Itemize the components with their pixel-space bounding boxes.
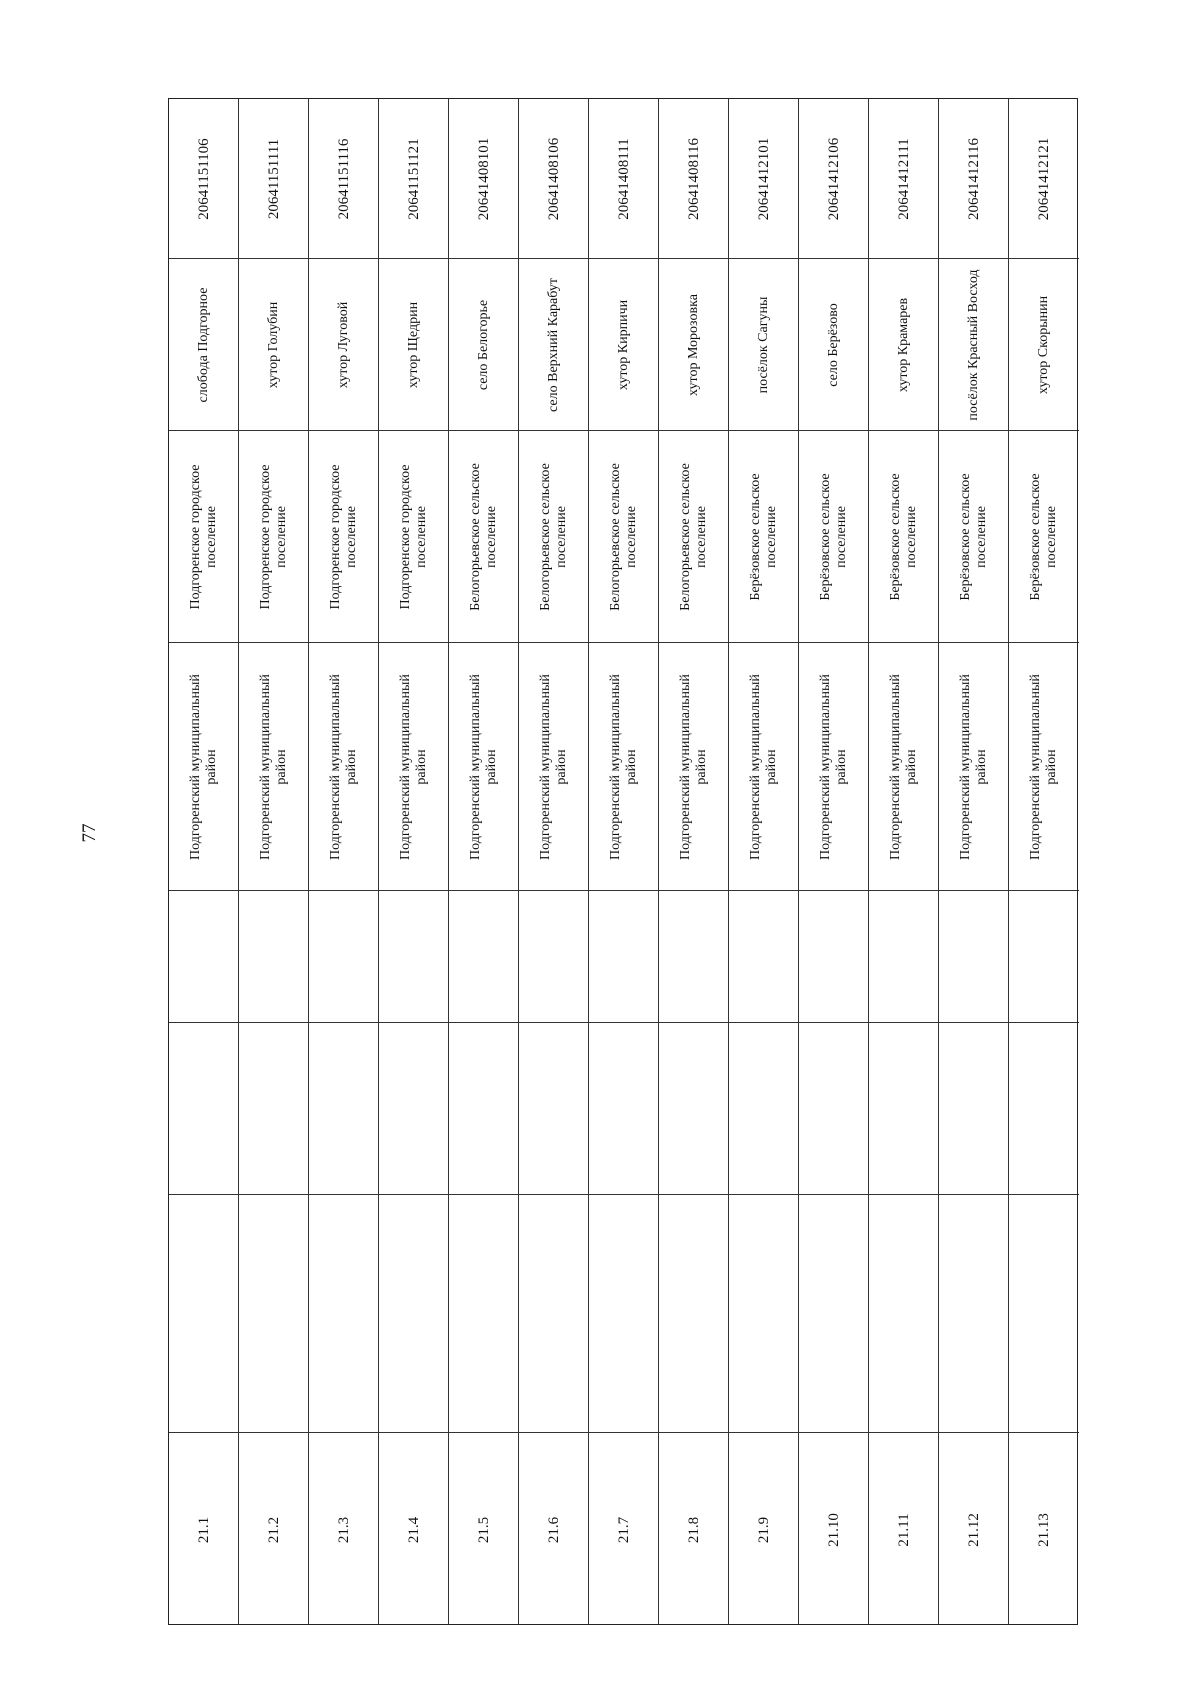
municipality-cell <box>729 431 798 643</box>
empty-cell <box>659 891 728 1023</box>
code-cell <box>449 99 518 259</box>
municipality-cell <box>239 431 308 643</box>
settlement-text: хутор Луговой <box>335 301 351 388</box>
row-number-cell <box>869 1433 938 1626</box>
empty-cell <box>659 1195 728 1433</box>
district-cell <box>449 643 518 891</box>
empty-cell <box>939 1023 1008 1195</box>
table-row <box>869 99 939 1624</box>
district-text: Подгоренский муниципальный район <box>1028 673 1059 860</box>
settlement-text: хутор Скорынин <box>1036 295 1051 394</box>
district-text: Подгоренский муниципальный район <box>187 673 219 860</box>
row-number-cell <box>169 1433 238 1626</box>
district-text: Подгоренский муниципальный район <box>677 673 709 860</box>
row-number-cell <box>799 1433 868 1626</box>
municipality-text: Подгоренское городское поселение <box>257 464 289 609</box>
code-text: 20641408101 <box>475 137 492 220</box>
code-cell <box>729 99 798 259</box>
district-cell <box>1009 643 1079 891</box>
empty-cell <box>309 1023 378 1195</box>
settlement-cell <box>309 259 378 431</box>
empty-cell <box>169 1023 238 1195</box>
district-cell <box>239 643 308 891</box>
row-number-cell <box>659 1433 728 1626</box>
row-number-cell <box>309 1433 378 1626</box>
municipality-text: Белогорьевское сельское поселение <box>607 462 639 611</box>
row-number-cell <box>589 1433 658 1626</box>
code-cell <box>1009 99 1079 259</box>
table-row <box>239 99 309 1624</box>
settlement-cell <box>939 259 1008 431</box>
table-row <box>939 99 1009 1624</box>
municipality-cell <box>379 431 448 643</box>
code-text: 20641408111 <box>615 137 632 220</box>
empty-cell <box>239 1195 308 1433</box>
municipality-text: Берёзовское сельское поселение <box>887 472 919 601</box>
code-text: 20641151111 <box>265 138 282 219</box>
settlement-cell <box>379 259 448 431</box>
municipality-text: Берёзовское сельское поселение <box>957 472 989 601</box>
district-text: Подгоренский муниципальный район <box>397 673 429 860</box>
empty-cell <box>169 1195 238 1433</box>
municipality-text: Берёзовское сельское поселение <box>747 472 779 601</box>
empty-cell <box>659 1023 728 1195</box>
row-number-text: 21.6 <box>545 1516 562 1543</box>
empty-cell <box>589 1195 658 1433</box>
empty-cell <box>589 1023 658 1195</box>
municipality-cell <box>659 431 728 643</box>
district-text: Подгоренский муниципальный район <box>957 673 989 860</box>
district-cell <box>869 643 938 891</box>
settlement-text: хутор Голубин <box>265 301 281 388</box>
settlement-text: слобода Подгорное <box>195 287 211 402</box>
table-row <box>729 99 799 1624</box>
settlement-text: посёлок Сагуны <box>755 296 771 393</box>
code-cell <box>239 99 308 259</box>
empty-cell <box>729 891 798 1023</box>
row-number-text: 21.11 <box>895 1512 912 1547</box>
empty-cell <box>1009 1023 1079 1195</box>
settlement-text: хутор Кирпичи <box>615 299 631 390</box>
row-number-text: 21.5 <box>475 1516 492 1543</box>
settlement-cell <box>589 259 658 431</box>
municipality-cell <box>519 431 588 643</box>
settlement-text: село Белогорье <box>475 299 491 390</box>
municipality-text: Берёзовское сельское поселение <box>1028 472 1059 601</box>
row-number-text: 21.12 <box>965 1512 982 1547</box>
code-cell <box>519 99 588 259</box>
settlement-text: посёлок Красный Восход <box>965 268 981 421</box>
district-cell <box>379 643 448 891</box>
empty-cell <box>239 1023 308 1195</box>
row-number-text: 21.1 <box>195 1516 212 1543</box>
empty-cell <box>519 1023 588 1195</box>
empty-cell <box>729 1195 798 1433</box>
table-row <box>1009 99 1079 1624</box>
settlement-text: хутор Щедрин <box>405 301 421 388</box>
municipality-text: Белогорьевское сельское поселение <box>467 462 499 611</box>
district-cell <box>799 643 868 891</box>
settlement-cell <box>169 259 238 431</box>
municipality-cell <box>1009 431 1079 643</box>
empty-cell <box>309 891 378 1023</box>
code-cell <box>379 99 448 259</box>
empty-cell <box>799 1195 868 1433</box>
code-text: 20641412116 <box>965 137 982 220</box>
empty-cell <box>1009 1195 1079 1433</box>
row-number-text: 21.4 <box>405 1516 422 1543</box>
municipality-text: Подгоренское городское поселение <box>187 464 219 609</box>
district-text: Подгоренский муниципальный район <box>467 673 499 860</box>
code-text: 20641408116 <box>685 137 702 220</box>
district-cell <box>939 643 1008 891</box>
code-cell <box>799 99 868 259</box>
row-number-cell <box>1009 1433 1079 1626</box>
row-number-cell <box>729 1433 798 1626</box>
municipality-cell <box>589 431 658 643</box>
empty-cell <box>729 1023 798 1195</box>
row-number-cell <box>449 1433 518 1626</box>
empty-cell <box>799 1023 868 1195</box>
code-text: 20641412111 <box>895 137 912 220</box>
empty-cell <box>519 1195 588 1433</box>
empty-cell <box>309 1195 378 1433</box>
table-row <box>519 99 589 1624</box>
municipality-text: Подгоренское городское поселение <box>327 464 359 609</box>
empty-cell <box>939 891 1008 1023</box>
empty-cell <box>169 891 238 1023</box>
code-cell <box>589 99 658 259</box>
row-number-cell <box>239 1433 308 1626</box>
settlement-text: село Верхний Карабут <box>545 277 561 412</box>
row-number-cell <box>939 1433 1008 1626</box>
empty-cell <box>1009 891 1079 1023</box>
district-text: Подгоренский муниципальный район <box>747 673 779 860</box>
empty-cell <box>519 891 588 1023</box>
district-cell <box>169 643 238 891</box>
settlement-cell <box>799 259 868 431</box>
table-row <box>379 99 449 1624</box>
settlement-text: село Берёзово <box>825 302 841 387</box>
district-text: Подгоренский муниципальный район <box>257 673 289 860</box>
row-number-text: 21.7 <box>615 1516 632 1543</box>
municipality-text: Берёзовское сельское поселение <box>817 472 849 601</box>
code-text: 20641408106 <box>545 137 562 220</box>
municipality-cell <box>169 431 238 643</box>
row-number-text: 21.13 <box>1036 1512 1052 1547</box>
district-text: Подгоренский муниципальный район <box>887 673 919 860</box>
code-cell <box>169 99 238 259</box>
municipality-cell <box>799 431 868 643</box>
district-cell <box>519 643 588 891</box>
row-number-cell <box>379 1433 448 1626</box>
empty-cell <box>869 1023 938 1195</box>
municipality-cell <box>939 431 1008 643</box>
table-row <box>659 99 729 1624</box>
code-text: 20641412121 <box>1036 137 1052 220</box>
district-text: Подгоренский муниципальный район <box>537 673 569 860</box>
code-text: 20641412101 <box>755 137 772 220</box>
district-text: Подгоренский муниципальный район <box>327 673 359 860</box>
municipality-cell <box>449 431 518 643</box>
settlement-text: хутор Крамарев <box>895 297 911 392</box>
municipality-text: Подгоренское городское поселение <box>397 464 429 609</box>
table-row <box>309 99 379 1624</box>
empty-cell <box>379 891 448 1023</box>
empty-cell <box>799 891 868 1023</box>
municipality-text: Белогорьевское сельское поселение <box>677 462 709 611</box>
empty-cell <box>449 1023 518 1195</box>
code-text: 20641412106 <box>825 137 842 220</box>
district-cell <box>729 643 798 891</box>
empty-cell <box>939 1195 1008 1433</box>
empty-cell <box>379 1023 448 1195</box>
settlement-cell <box>519 259 588 431</box>
municipality-text: Белогорьевское сельское поселение <box>537 462 569 611</box>
district-text: Подгоренский муниципальный район <box>607 673 639 860</box>
empty-cell <box>589 891 658 1023</box>
row-number-text: 21.10 <box>825 1512 842 1547</box>
code-text: 20641151106 <box>195 137 212 220</box>
settlement-cell <box>659 259 728 431</box>
code-cell <box>659 99 728 259</box>
code-cell <box>869 99 938 259</box>
table-row <box>799 99 869 1624</box>
settlement-cell <box>1009 259 1079 431</box>
row-number-text: 21.3 <box>335 1516 352 1543</box>
data-table <box>168 98 1078 1625</box>
row-number-cell <box>519 1433 588 1626</box>
row-number-text: 21.2 <box>265 1516 282 1543</box>
district-cell <box>589 643 658 891</box>
code-cell <box>939 99 1008 259</box>
empty-cell <box>239 891 308 1023</box>
page-number: 77 <box>79 823 100 843</box>
empty-cell <box>869 1195 938 1433</box>
empty-cell <box>379 1195 448 1433</box>
code-text: 20641151116 <box>335 138 352 219</box>
settlement-cell <box>239 259 308 431</box>
settlement-cell <box>449 259 518 431</box>
empty-cell <box>449 891 518 1023</box>
empty-cell <box>869 891 938 1023</box>
municipality-cell <box>309 431 378 643</box>
settlement-cell <box>869 259 938 431</box>
settlement-text: хутор Морозовка <box>685 293 701 396</box>
empty-cell <box>449 1195 518 1433</box>
district-cell <box>659 643 728 891</box>
code-cell <box>309 99 378 259</box>
table-row <box>449 99 519 1624</box>
row-number-text: 21.9 <box>755 1516 772 1543</box>
row-number-text: 21.8 <box>685 1516 702 1543</box>
table-row <box>169 99 239 1624</box>
code-text: 20641151121 <box>405 137 422 220</box>
district-cell <box>309 643 378 891</box>
district-text: Подгоренский муниципальный район <box>817 673 849 860</box>
municipality-cell <box>869 431 938 643</box>
settlement-cell <box>729 259 798 431</box>
table-row <box>589 99 659 1624</box>
